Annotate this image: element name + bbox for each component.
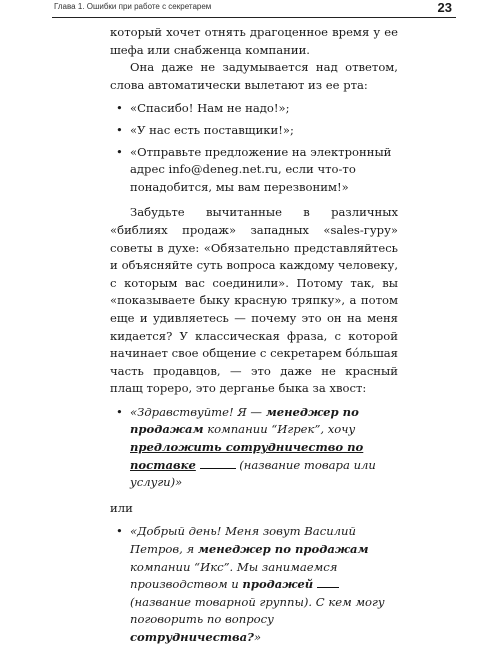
blank-line xyxy=(317,586,339,588)
example-phrase-2 xyxy=(110,523,398,646)
list-item: • «У нас есть поставщики!»; xyxy=(110,122,398,140)
bullet-icon: • xyxy=(116,404,123,419)
response-list xyxy=(110,100,398,196)
paragraph-intro: Она даже не задумывается над ответом, слова автоматически вылетают из ее рта: xyxy=(110,60,398,92)
page-number: 23 xyxy=(437,0,452,15)
list-item: • «Спасибо! Нам не надо!»; xyxy=(110,100,398,118)
emphasis: менеджер по продажам xyxy=(130,404,359,437)
emphasis: сотрудничества? xyxy=(130,630,254,644)
conjunction-or: или xyxy=(110,500,133,515)
example-text: «Здравствуйте! Я — xyxy=(130,404,266,419)
example-text: компании “Игрек”, хочу xyxy=(203,422,356,437)
page-body xyxy=(110,24,398,655)
chapter-title: Глава 1. Ошибки при работе с секретарем xyxy=(54,2,212,11)
emphasis-underlined: предложить сотрудничество по поставке xyxy=(130,440,364,472)
example-text: (название товарной группы). С кем могу поговорить по вопросу xyxy=(130,594,385,627)
running-header xyxy=(52,0,456,18)
example-phrase-1 xyxy=(110,404,398,492)
paragraph-continuation: который хочет отнять драгоценное время у ее шефа или снабженца компании. xyxy=(110,25,398,57)
bullet-icon: • xyxy=(116,524,123,539)
blank-line xyxy=(200,467,236,469)
list-item: • «Отправьте предложение на электронный адрес info@deneg.net.ru, если что-то понадобится, мы вам перезвоним!» xyxy=(110,144,398,197)
example-text: компании “Икс”. Мы занимаемся производством и xyxy=(130,559,338,592)
paragraph-main: Забудьте вычитанные в различных «библиях продаж» западных «sales-гуру» советы в духе: «Обязательно представляйтесь и объясняйте суть вопроса каждому человеку, с которым вас соединили». Потому так, вы «показываете быку красную тряпку», а потом еще и удивляетесь — почему это он на меня кидается? У классическая фраза, с которой начинает свое общение с секретарем бóльшая часть продавцов, — это даже не красный плащ тореро, это дерганье быка за хвост: xyxy=(110,205,398,396)
emphasis: продажей xyxy=(242,577,314,592)
example-text: (название товара или услуги)» xyxy=(130,457,376,490)
emphasis: менеджер по продажам xyxy=(197,542,369,557)
example-text: » xyxy=(253,630,262,644)
example-text: «Добрый день! Меня зовут Василий Петров, я xyxy=(130,524,356,557)
